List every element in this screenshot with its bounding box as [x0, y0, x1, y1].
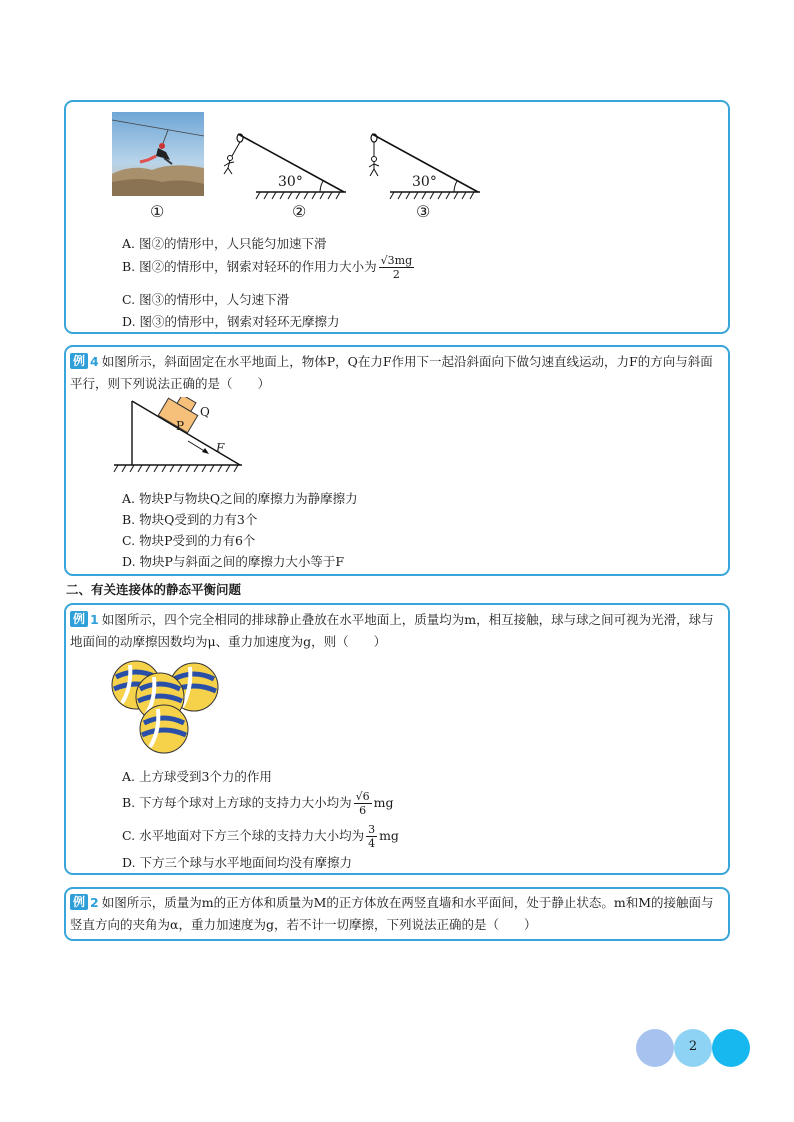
- label-q: Q: [200, 405, 210, 419]
- question-text: 如图所示，斜面固定在水平地面上，物体P，Q在力F作用下一起沿斜面向下做匀速直线运动，力F的方向与斜面平行，则下列说法正确的是（ ）: [70, 354, 713, 391]
- example-2-box: [64, 887, 730, 941]
- example-4-box: [64, 345, 730, 576]
- option-d: D. 图③的情形中，钢索对轻环无摩擦力: [122, 314, 340, 329]
- option-b-text: B. 下方每个球对上方球的支持力大小均为: [122, 795, 352, 810]
- option-c: C. 图③的情形中，人匀速下滑: [122, 292, 290, 307]
- example-4-question: [70, 351, 720, 395]
- fraction-denominator: 6: [359, 804, 367, 817]
- example-tag: 例: [70, 894, 88, 910]
- figure-label-2: ②: [292, 202, 307, 221]
- option-d: D. 下方三个球与水平地面间均没有摩擦力: [122, 855, 353, 870]
- example-tag: 例: [70, 611, 88, 627]
- zipline-photo: [112, 112, 204, 196]
- example-number: 2: [90, 895, 99, 910]
- example-1-box: [64, 603, 730, 875]
- fraction-numerator: 3: [368, 823, 376, 836]
- option-b-fraction: [379, 254, 414, 281]
- fraction-denominator: 2: [392, 268, 400, 281]
- fraction-numerator: √3mg: [380, 254, 413, 267]
- incline-block-diagram: [110, 397, 250, 477]
- question-text: 如图所示，四个完全相同的排球静止叠放在水平地面上，质量均为m，相互接触，球与球之间可视为光滑，球与地面间的动摩擦因数均为μ、重力加速度为g，则（ ）: [70, 612, 714, 649]
- example-number: 1: [90, 612, 99, 627]
- fraction-denominator: 4: [368, 837, 376, 850]
- option-b-text: B. 图②的情形中，钢索对轻环的作用力大小为: [122, 259, 377, 274]
- badge-circle-left: [636, 1029, 674, 1067]
- option-c: C. 物块P受到的力有6个: [122, 533, 256, 548]
- fraction-numerator: √6: [355, 790, 370, 803]
- option-c-fraction: [366, 823, 377, 850]
- zipline-diagram-3: [356, 126, 496, 206]
- badge-circle-right: [712, 1029, 750, 1067]
- option-b: [122, 254, 416, 281]
- zipline-diagram-2: [216, 126, 356, 206]
- option-c: [122, 823, 399, 850]
- label-p: P: [176, 419, 185, 433]
- page-number: 2: [688, 1039, 698, 1054]
- example-1-question: [70, 609, 720, 653]
- page-number-badge: [636, 1028, 752, 1068]
- option-d: D. 物块P与斜面之间的摩擦力大小等于F: [122, 554, 345, 569]
- example-tag: 例: [70, 353, 88, 369]
- figure-label-1: ①: [150, 202, 165, 221]
- option-b: B. 物块Q受到的力有3个: [122, 512, 258, 527]
- option-b-fraction: [354, 790, 372, 817]
- example-2-question: [70, 892, 720, 936]
- option-b: [122, 790, 394, 817]
- angle-label-3: 30°: [412, 174, 437, 190]
- volleyball-stack-image: [110, 657, 220, 755]
- figure-label-3: ③: [416, 202, 431, 221]
- question-text: 如图所示，质量为m的正方体和质量为M的正方体放在两竖直墙和水平面间，处于静止状态。m和M的接触面与竖直方向的夹角为α，重力加速度为g，若不计一切摩擦，下列说法正确的是（ ）: [70, 895, 714, 932]
- option-a: A. 物块P与物块Q之间的摩擦力为静摩擦力: [122, 491, 358, 506]
- option-b-unit: mg: [373, 795, 394, 810]
- label-f: F: [216, 441, 225, 455]
- volleyball: [140, 705, 188, 753]
- problem-box-continued: [64, 100, 730, 334]
- option-c-unit: mg: [379, 828, 399, 843]
- option-c-text: C. 水平地面对下方三个球的支持力大小均为: [122, 828, 365, 843]
- example-number: 4: [90, 354, 99, 369]
- section-title: 二、有关连接体的静态平衡问题: [66, 582, 242, 597]
- option-a: A. 上方球受到3个力的作用: [122, 769, 272, 784]
- option-a: A. 图②的情形中，人只能匀加速下滑: [122, 236, 327, 251]
- angle-label-2: 30°: [278, 174, 303, 190]
